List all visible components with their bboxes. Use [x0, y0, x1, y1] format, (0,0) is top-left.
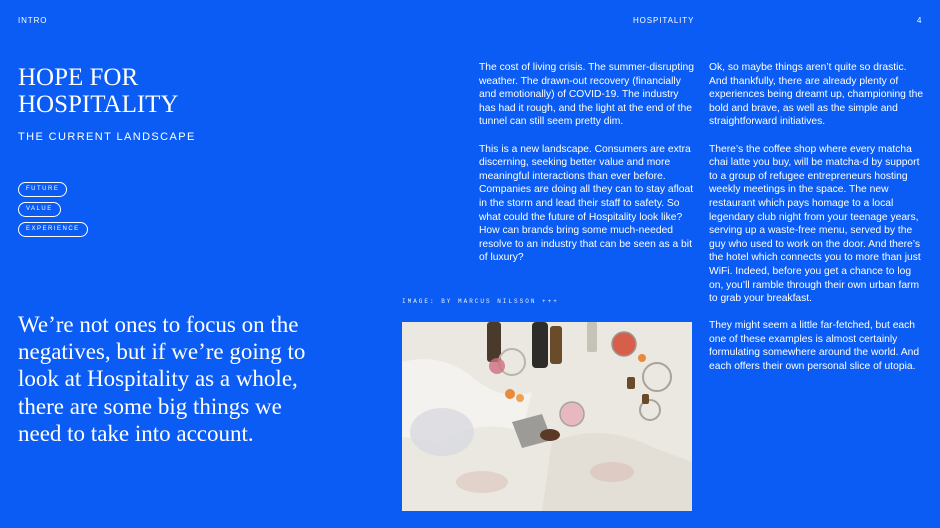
paragraph: Ok, so maybe things aren’t quite so drastic. And thankfully, there are already plenty of experiences being dreamt up, championing the bold and brave, as well as the simple and straightforward initiatives. [709, 62, 924, 128]
page-title: HOPE FOR HOSPITALITY [18, 64, 179, 118]
body-column-right [709, 61, 927, 387]
body-column-middle [479, 61, 697, 279]
tag-experience: EXPERIENCE [18, 222, 88, 237]
pull-quote: We’re not ones to focus on the negatives, but if we’re going to look at Hospitality as a whole, there are some big things we need to take into account. [18, 312, 306, 446]
image-credit: IMAGE: BY MARCUS NILSSON +++ [402, 298, 559, 305]
page-subtitle: THE CURRENT LANDSCAPE [18, 131, 196, 143]
tag-list [18, 182, 88, 242]
paragraph: The cost of living crisis. The summer-disrupting weather. The drawn-out recovery (financially and emotionally) of COVID-19. The industry has had it rough, and the light at the end of the tunnel can still seem pretty dim. [479, 62, 694, 128]
section-label: INTRO [18, 16, 48, 25]
running-header: HOSPITALITY [633, 16, 695, 25]
tag-future: FUTURE [18, 182, 67, 197]
paragraph: This is a new landscape. Consumers are extra discerning, seeking better value and more meaningful interactions than ever before. Companies are doing all they can to stay afloat in the storm and lead their staff to safety. So what could the future of Hospitality look like? How can brands bring some much-needed resolve to an industry that can be seen as a bit of luxury? [479, 143, 694, 264]
tag-value: VALUE [18, 202, 61, 217]
table-photo [402, 322, 692, 511]
paragraph: They might seem a little far-fetched, but each one of these examples is almost certainly formulating somewhere around the world. And each offers their own personal slice of utopia. [709, 320, 920, 373]
paragraph: There’s the coffee shop where every matcha chai latte you buy, will be matcha-d by support to a group of refugee entrepreneurs hosting weekly meetings in the space. The new restaurant which pays homage to a local legendary club night from your teenage years, serving up a waste-free menu, served by the guy who used to work on the door. And there’s the hotel which connects you to more than just WiFi. Indeed, before you get a chance to log on, you’ll ramble through their own urban farm to grab your breakfast. [709, 143, 921, 305]
page-number: 4 [917, 16, 923, 25]
